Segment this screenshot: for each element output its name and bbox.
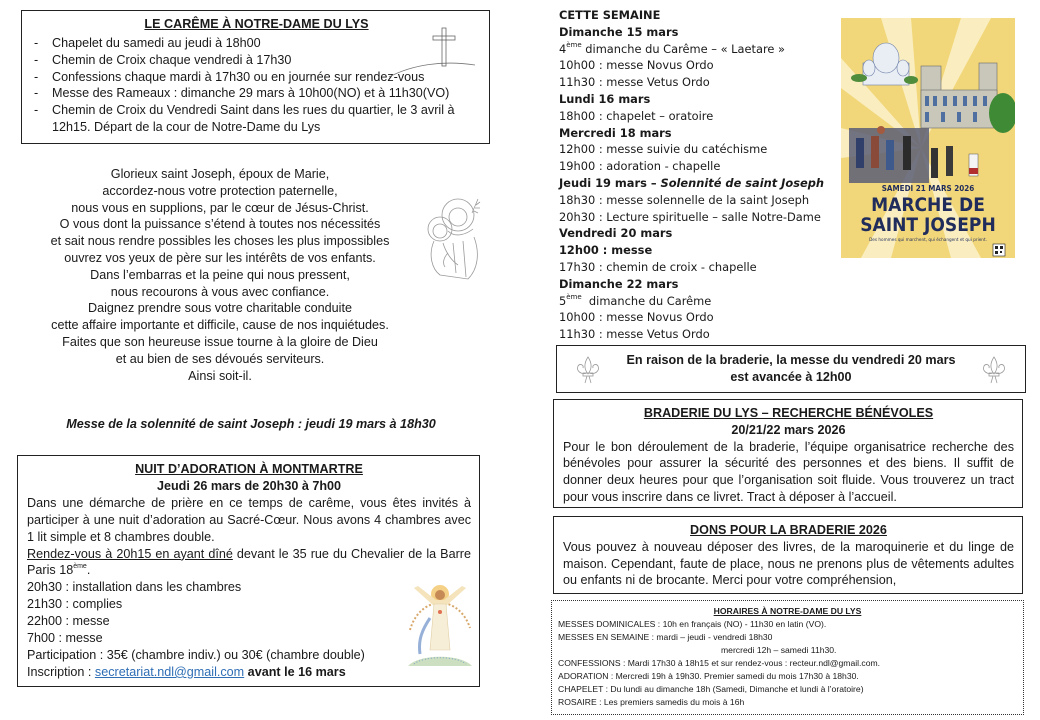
inscription: Inscription : secretariat.ndl@gmail.com avant le 16 mars [27,664,346,679]
schedule-item: 7h00 : messe [27,631,103,646]
poster-title-line1: MARCHE DE [871,194,985,216]
benevoles-body: Pour le bon déroulement de la braderie, l’équipe organisatrice recherche des bénévoles pour assurer la sécurité des personnes et des biens. Il suffit de donner deux heures pour que l’organisation soit fluide. Vous trouverez un tract pour vous inscrire dans ce livret. Tract à déposer à l’accueil. [563,439,1014,504]
sacred-heart-illustration [400,570,480,678]
prayer-line: Faites que son heureuse issue tourne à la gloire de Dieu [62,334,378,349]
nuit-title: NUIT D’ADORATION À MONTMARTRE [135,462,363,476]
day-heading: Dimanche 15 mars [559,24,679,39]
event-line: 10h00 : messe Novus Ordo [559,310,714,325]
prayer-line: accordez-nous votre protection paternelle, [102,183,338,198]
event-line: 4ème dimanche du Carême – « Laetare » [559,40,785,56]
prayer-line: Daignez prendre sous votre charitable conduite [88,301,352,316]
fleur-de-lis-icon [575,355,601,385]
careme-item: - Confessions chaque mardi à 17h30 ou en journée sur rendez-vous [34,69,425,84]
day-heading: Mercredi 18 mars [559,125,672,140]
semaine-title: CETTE SEMAINE [559,8,661,22]
horaires-line: ROSAIRE : Les premiers samedis du mois à 16h [558,697,745,707]
careme-item: - Chemin de Croix du Vendredi Saint dans les rues du quartier, le 3 avril à [34,103,455,118]
schedule-item: 21h30 : complies [27,597,123,612]
schedule-item: 22h00 : messe [27,614,110,629]
event-line: 12h00 : messe [559,243,653,258]
poster-tagline: Des hommes qui marchent, qui échangent et qui prient. [869,237,987,242]
horaires-title: HORAIRES À NOTRE-DAME DU LYS [713,606,862,616]
prayer-line: Glorieux saint Joseph, époux de Marie, [110,167,330,181]
prayer-text [20,166,420,384]
horaires-line: mercredi 12h – samedi 11h30. [721,645,837,655]
qr-code-icon [993,244,1005,256]
benevoles-dates: 20/21/22 mars 2026 [731,422,846,437]
horaires-section [551,600,1024,715]
horaires-line: CONFESSIONS : Mardi 17h30 à 18h15 et sur rendez-vous : recteur.ndl@gmail.com. [558,658,881,668]
cross-on-hill-icon [387,25,477,80]
benevoles-title: BRADERIE DU LYS – RECHERCHE BÉNÉVOLES [643,406,934,420]
saint-joseph-illustration [418,193,488,283]
poster-date: SAMEDI 21 MARS 2026 [881,184,975,193]
prayer-line: et sait nous rendre possibles les choses les plus impossibles [50,234,390,249]
event-line: 12h00 : messe suivie du catéchisme [559,142,768,157]
prayer-line: Ainsi soit-il. [188,368,252,383]
messe-solennite-notice: Messe de la solennité de saint Joseph : jeudi 19 mars à 18h30 [66,417,436,431]
prayer-line: cette affaire importante et difficile, cause de nos inquiétudes. [51,318,389,333]
inscription-email-link[interactable]: secretariat.ndl@gmail.com [94,664,245,679]
careme-item-continued: 12h15. Départ de la cour de Notre-Dame du Lys [52,119,321,134]
notice-line2: est avancée à 12h00 [730,370,852,384]
event-line: 11h30 : messe Vetus Ordo [559,75,710,90]
nuit-date: Jeudi 26 mars de 20h30 à 7h00 [156,478,342,493]
cette-semaine-section [559,7,844,343]
day-heading: Vendredi 20 mars [559,226,673,241]
day-heading: Dimanche 22 mars [559,276,679,291]
dons-title: DONS POUR LA BRADERIE 2026 [690,523,887,537]
prayer-line: O vous dont la puissance s’étend à toutes nos nécessités [59,217,381,232]
horaires-line: ADORATION : Mercredi 19h à 19h30. Premier samedi du mois 17h30 à 18h30. [558,671,859,681]
event-line: 5ème dimanche du Carême [559,292,712,308]
rdv-underlined: Rendez-vous à 20h15 en ayant dîné [27,546,233,561]
inscription-deadline: avant le 16 mars [244,664,346,679]
dons-body: Vous pouvez à nouveau déposer des livres, de la maroquinerie et du linge de maison. Cependant, faute de place, nous ne prenons plus de vêtements adultes ou enfants ni de brocante. Merci pour votre compréhension, [563,539,1014,588]
event-line: 10h00 : messe Novus Ordo [559,58,714,73]
event-line: 17h30 : chemin de croix - chapelle [559,259,757,274]
braderie-benevoles-section [553,399,1023,508]
careme-section [21,10,490,144]
careme-item: - Chemin de Croix chaque vendredi à 17h30 [34,52,292,67]
careme-item: - Messe des Rameaux : dimanche 29 mars à 10h00(NO) et à 11h30(VO) [34,86,450,101]
dons-braderie-section [553,516,1023,594]
event-line: 11h30 : messe Vetus Ordo [559,327,710,342]
prayer-line: nous recourons à vous avec confiance. [110,284,330,299]
careme-title: LE CARÊME À NOTRE-DAME DU LYS [144,17,369,31]
horaires-line: CHAPELET : Du lundi au dimanche 18h (Samedi, Dimanche et lundi à l’oratoire) [558,684,864,694]
participation: Participation : 35€ (chambre indiv.) ou 30€ (chambre double) [27,647,365,662]
nuit-intro: Dans une démarche de prière en ce temps de carême, vous êtes invités à participer à une nuit d’adoration au Sacré-Cœur. Nous avons 4 chambres avec 1 lit simple et 8 chambres double. [27,495,471,544]
event-line: 20h30 : Lecture spirituelle – salle Notre-Dame [559,209,821,224]
event-line: 19h00 : adoration - chapelle [559,159,721,174]
prayer-line: ouvrez vos yeux de père sur les intérêts de vos enfants. [64,250,376,265]
poster-illustration [841,18,1015,258]
day-heading: Jeudi 19 mars – Solennité de saint Joseph [559,175,824,190]
careme-item: - Chapelet du samedi au jeudi à 18h00 [34,36,261,50]
prayer-line: Dans l’embarras et la peine qui nous pressent, [90,267,350,282]
fleur-de-lis-icon [981,355,1007,385]
prayer-line: nous vous en supplions, par le cœur de Jésus-Christ. [71,200,369,215]
nuit-rdv: Rendez-vous à 20h15 en ayant dîné devant le 35 rue du Chevalier de la Barre Paris 18ème. [27,546,471,578]
prayer-line: et au bien de ses dévoués serviteurs. [115,351,325,366]
event-line: 18h30 : messe solennelle de la saint Joseph [559,192,810,207]
braderie-messe-notice [556,345,1026,393]
horaires-line: MESSES DOMINICALES : 10h en français (NO) - 11h30 en latin (VO). [558,619,827,629]
marche-saint-joseph-poster [841,18,1015,258]
notice-line1: En raison de la braderie, la messe du vendredi 20 mars [626,353,956,367]
poster-title-line2: SAINT JOSEPH [860,214,996,236]
horaires-line: MESSES EN SEMAINE : mardi – jeudi - vendredi 18h30 [558,632,773,642]
day-heading: Lundi 16 mars [559,91,651,106]
schedule-item: 20h30 : installation dans les chambres [27,580,242,595]
event-line: 18h00 : chapelet – oratoire [559,108,714,123]
